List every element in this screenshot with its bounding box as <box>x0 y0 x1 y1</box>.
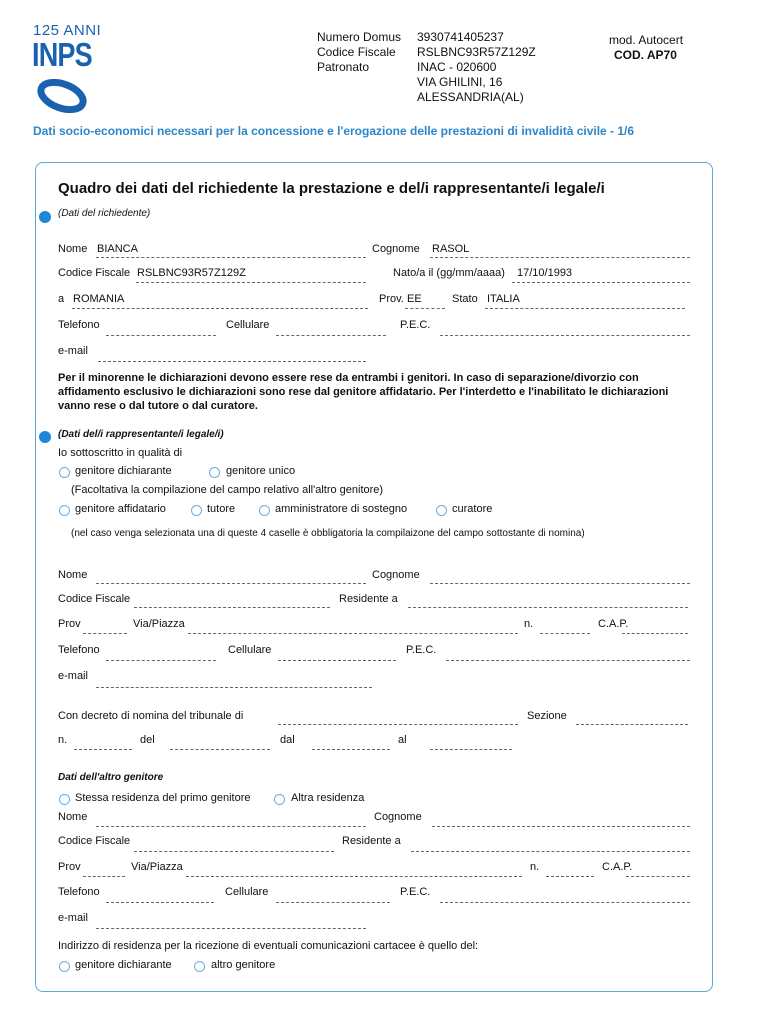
decreto-n-field[interactable] <box>74 749 132 750</box>
patronato-line2: VIA GHILINI, 16 <box>417 75 503 89</box>
rap-pec-field[interactable] <box>446 660 690 661</box>
email-field[interactable] <box>98 361 366 362</box>
logo-anni: 125 ANNI <box>33 22 102 39</box>
ag-cellulare-field[interactable] <box>276 902 390 903</box>
email-label: e-mail <box>58 345 88 357</box>
sezione-field[interactable] <box>576 724 688 725</box>
rap-nome-field[interactable] <box>96 583 366 584</box>
prov-label: Prov. <box>379 293 404 305</box>
patronato-label: Patronato <box>317 60 370 74</box>
ag-genitore-dichiarante-label: genitore dichiarante <box>75 959 172 971</box>
rap-nome-label: Nome <box>58 569 88 581</box>
nota-caselle: (nel caso venga selezionata una di queste 4 caselle è obbligatoria la compilaizone del campo sottostante di nomina) <box>71 528 585 539</box>
numero-domus-value: 3930741405237 <box>417 30 504 44</box>
cognome-value[interactable]: RASOL <box>432 243 470 255</box>
nato-a-value[interactable]: ROMANIA <box>73 293 125 305</box>
numero-domus-label: Numero Domus <box>317 30 402 44</box>
cellulare-field[interactable] <box>276 335 386 336</box>
rap-n-label: n. <box>524 618 534 630</box>
ag-residente-field[interactable] <box>411 851 690 852</box>
ag-n-label: n. <box>530 861 540 873</box>
rap-pec-label: P.E.C. <box>406 644 437 656</box>
nome-label: Nome <box>58 243 88 255</box>
codice-fiscale-header-value: RSLBNC93R57Z129Z <box>417 45 536 59</box>
ag-telefono-label: Telefono <box>58 886 100 898</box>
rap-cellulare-field[interactable] <box>278 660 396 661</box>
ag-via-field[interactable] <box>186 876 522 877</box>
ag-cap-label: C.A.P. <box>602 861 633 873</box>
ag-cap-field[interactable] <box>626 876 690 877</box>
ag-pec-label: P.E.C. <box>400 886 431 898</box>
telefono-label: Telefono <box>58 319 100 331</box>
radio-ag-genitore-dichiarante[interactable] <box>59 961 70 972</box>
ag-nome-field[interactable] <box>96 826 366 827</box>
genitore-affidatario-label: genitore affidatario <box>75 503 166 515</box>
cognome-field[interactable] <box>430 257 690 258</box>
cognome-label: Cognome <box>372 243 420 255</box>
rap-residente-label: Residente a <box>339 593 398 605</box>
altra-residenza-label: Altra residenza <box>291 792 365 804</box>
rap-email-field[interactable] <box>96 687 372 688</box>
altro-genitore-section-label: Dati dell'altro genitore <box>58 772 164 783</box>
nome-value[interactable]: BIANCA <box>97 243 138 255</box>
rap-prov-field[interactable] <box>83 633 127 634</box>
ag-nome-label: Nome <box>58 811 88 823</box>
nome-field[interactable] <box>96 257 366 258</box>
mod-label: mod. Autocert <box>609 33 684 47</box>
inps-logo-icon <box>37 79 89 113</box>
pec-label: P.E.C. <box>400 319 431 331</box>
radio-genitore-dichiarante[interactable] <box>59 467 70 478</box>
decreto-del-label: del <box>140 734 155 746</box>
minorenne-note: Per il minorenne le dichiarazioni devono essere rese da entrambi i genitori. In caso di separazione/divorzio con affidamento esclusivo le dichiarazioni sono rese dal genitore affidatario. Per l'interdetto e l'inabilitato le dichiarazioni vanno rese o dal tutore o dal curatore. <box>58 372 669 412</box>
nato-il-label: Nato/a il (gg/mm/aaaa) <box>393 267 505 279</box>
radio-stessa-residenza[interactable] <box>59 794 70 805</box>
decreto-al-label: al <box>398 734 407 746</box>
prov-value[interactable]: EE <box>407 293 422 305</box>
sezione-label: Sezione <box>527 710 567 722</box>
ag-cognome-field[interactable] <box>432 826 690 827</box>
tutore-label: tutore <box>207 503 236 515</box>
rap-telefono-field[interactable] <box>106 660 216 661</box>
genitore-dichiarante-label: genitore dichiarante <box>75 465 172 477</box>
amministratore-label: amministratore di sostegno <box>275 503 408 515</box>
ag-residente-label: Residente a <box>342 835 401 847</box>
rap-n-field[interactable] <box>540 633 590 634</box>
radio-genitore-affidatario[interactable] <box>59 505 70 516</box>
nato-a-label: a <box>58 293 65 305</box>
ag-telefono-field[interactable] <box>106 902 214 903</box>
decreto-dal-label: dal <box>280 734 295 746</box>
stato-field[interactable] <box>485 308 685 309</box>
section-dot-icon <box>39 211 51 223</box>
radio-genitore-unico[interactable] <box>209 467 220 478</box>
rap-cf-label: Codice Fiscale <box>58 593 131 605</box>
ag-cellulare-label: Cellulare <box>225 886 269 898</box>
rap-telefono-label: Telefono <box>58 644 100 656</box>
logo-inps: INPS <box>32 36 92 73</box>
decreto-label: Con decreto di nomina del tribunale di <box>58 710 244 722</box>
rappresentante-section-label: (Dati del/i rappresentante/i legale/i) <box>58 429 224 440</box>
rap-cognome-field[interactable] <box>430 583 690 584</box>
decreto-dal-field[interactable] <box>312 749 390 750</box>
stato-value[interactable]: ITALIA <box>487 293 520 305</box>
genitore-unico-label: genitore unico <box>226 465 296 477</box>
io-sottoscritto-label: Io sottoscritto in qualità di <box>58 447 183 459</box>
ag-n-field[interactable] <box>546 876 594 877</box>
patronato-line1: INAC - 020600 <box>417 60 497 74</box>
pec-field[interactable] <box>440 335 690 336</box>
indirizzo-note: Indirizzo di residenza per la ricezione di eventuali comunicazioni cartacee è quello del: <box>58 940 479 952</box>
rap-via-label: Via/Piazza <box>133 618 185 630</box>
decreto-del-field[interactable] <box>170 749 270 750</box>
ag-cf-label: Codice Fiscale <box>58 835 131 847</box>
radio-curatore[interactable] <box>436 505 447 516</box>
ag-email-label: e-mail <box>58 912 88 924</box>
ag-prov-label: Prov <box>58 861 81 873</box>
rap-cf-field[interactable] <box>134 607 330 608</box>
form-title: Quadro dei dati del richiedente la prestazione e del/i rappresentante/i legale/i <box>58 180 605 197</box>
stato-label: Stato <box>452 293 478 305</box>
radio-amministratore[interactable] <box>259 505 270 516</box>
nato-il-field[interactable] <box>512 282 690 283</box>
nato-a-field[interactable] <box>72 308 368 309</box>
decreto-al-field[interactable] <box>430 749 512 750</box>
ag-altro-genitore-label: altro genitore <box>211 959 276 971</box>
ag-cognome-label: Cognome <box>374 811 422 823</box>
nato-il-value[interactable]: 17/10/1993 <box>517 267 573 279</box>
richiedente-section-label: (Dati del richiedente) <box>58 208 151 219</box>
ag-cf-field[interactable] <box>134 851 334 852</box>
decreto-n-label: n. <box>58 734 68 746</box>
rap-cellulare-label: Cellulare <box>228 644 272 656</box>
codice-fiscale-label: Codice Fiscale <box>58 267 131 279</box>
rap-cap-label: C.A.P. <box>598 618 629 630</box>
codice-fiscale-value[interactable]: RSLBNC93R57Z129Z <box>137 267 246 279</box>
cellulare-label: Cellulare <box>226 319 270 331</box>
rap-cognome-label: Cognome <box>372 569 420 581</box>
radio-ag-altro-genitore[interactable] <box>194 961 205 972</box>
rap-via-field[interactable] <box>188 633 518 634</box>
codice-fiscale-header-label: Codice Fiscale <box>317 45 396 59</box>
ag-pec-field[interactable] <box>440 902 690 903</box>
cod-label: COD. AP70 <box>614 48 677 62</box>
ag-via-label: Via/Piazza <box>131 861 183 873</box>
ag-email-field[interactable] <box>96 928 366 929</box>
rap-cap-field[interactable] <box>622 633 688 634</box>
patronato-line3: ALESSANDRIA(AL) <box>417 90 524 104</box>
radio-tutore[interactable] <box>191 505 202 516</box>
prov-field[interactable] <box>405 308 445 309</box>
curatore-label: curatore <box>452 503 493 515</box>
page-subtitle: Dati socio-economici necessari per la concessione e l'erogazione delle prestazioni di invalidità civile - 1/6 <box>33 124 635 138</box>
facoltativa-note: (Facoltativa la compilazione del campo relativo all'altro genitore) <box>71 484 384 496</box>
telefono-field[interactable] <box>106 335 216 336</box>
section-dot-icon <box>39 431 51 443</box>
ag-prov-field[interactable] <box>83 876 125 877</box>
codice-fiscale-field[interactable] <box>136 282 366 283</box>
tribunale-field[interactable] <box>278 724 518 725</box>
rap-prov-label: Prov <box>58 618 81 630</box>
radio-altra-residenza[interactable] <box>274 794 285 805</box>
rap-residente-field[interactable] <box>408 607 688 608</box>
stessa-residenza-label: Stessa residenza del primo genitore <box>75 792 251 804</box>
rap-email-label: e-mail <box>58 670 88 682</box>
